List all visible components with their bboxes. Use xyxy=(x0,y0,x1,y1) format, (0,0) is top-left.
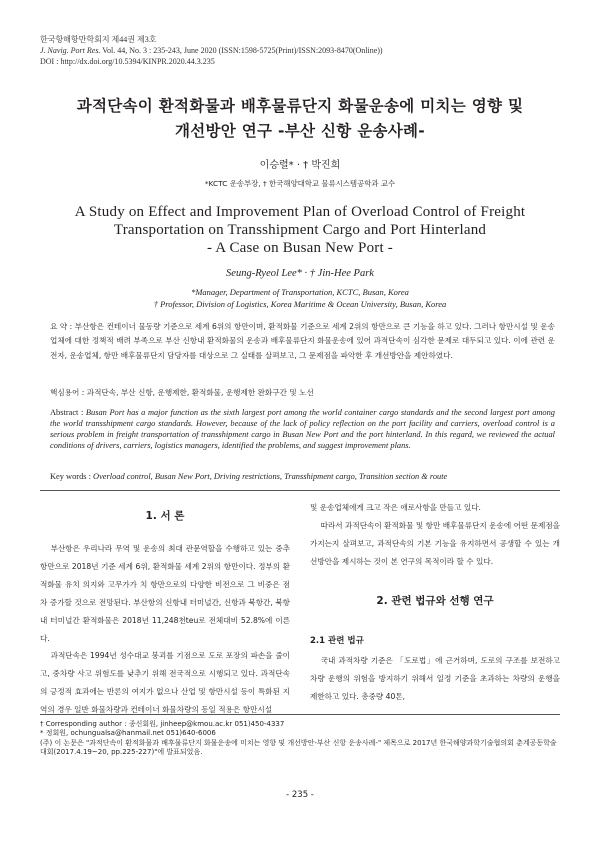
abstract-ko xyxy=(50,320,555,363)
abstract-en-label: Abstract : xyxy=(50,408,86,417)
footnotes xyxy=(40,720,560,758)
section2-heading: 2. 관련 법규와 선행 연구 xyxy=(376,595,494,607)
section1-heading: 1. 서 론 xyxy=(145,510,185,522)
keywords-ko xyxy=(50,386,555,400)
paragraph: 국내 과적차량 기준은 「도로법」에 근거하며, 도로의 구조를 보전하고 차량 운행의 위험을 방지하기 위해서 일정 기준을 초과하는 차량의 운행을 제한하고 있다. 총중량 40톤, xyxy=(310,656,560,701)
doi-link[interactable]: DOI : http://dx.doi.org/10.5394/KINPR.2020.44.3.235 xyxy=(40,57,215,66)
keywords-ko-text: 과적단속, 부산 신항, 운행제한, 환적화물, 운행제한 완화구간 및 노선 xyxy=(86,388,314,397)
citation-details: Vol. 44, No. 3 : 235-243, June 2020 (ISSN:1598-5725(Print)/ISSN:2093-8470(Online)) xyxy=(100,46,383,55)
title-ko-line2: 개선방안 연구 -부산 신항 운송사례- xyxy=(174,122,426,140)
citation xyxy=(40,45,383,56)
keywords-ko-label: 핵심용어 : xyxy=(50,388,87,397)
authors-ko: 이승렬* · † 박진희 xyxy=(259,160,341,171)
abstract-divider xyxy=(40,490,560,491)
affiliation-en-2: † Professor, Division of Logistics, Korea Maritime & Ocean University, Busan, Korea xyxy=(153,299,447,309)
abstract-ko-label: 요 약 : xyxy=(50,322,75,331)
paragraph: 및 운송업체에게 크고 작은 애로사항을 만들고 있다. xyxy=(310,503,481,512)
journal-abbrev: J. Navig. Port Res. xyxy=(40,46,101,55)
abstract-en-text: Busan Port has a major function as the sixth largest port among the world container cargo standards and the second largest port among the world transshipment cargo standards. However, because of the lack of policy reflection on the port facility and carriers, overload control is a serious problem in freight transportation of transshipment cargo in Busan New Port and the port hinterland. In this regard, we reviewed the actual conditions of drivers, carriers, logistics managers, identified the problems, and suggest improvement plans. xyxy=(50,408,555,450)
page-number: - 235 - xyxy=(286,790,314,800)
section21-heading: 2.1 관련 법규 xyxy=(310,636,364,646)
paragraph: 과적단속은 1994년 성수대교 붕괴를 기점으로 도로 포장의 파손을 줄이고, 중차량 사고 위험도를 낮추기 위해 전국적으로 시행되고 있다. 과적단속의 긍정적 효과에는 반론의 여지가 없으나 산업 및 항만시설 등이 특화된 지역의 경우 일반 화물차량과 컨테이너 화물차량의 동일 적용은 항만시설 xyxy=(40,651,290,715)
title-en-line3: - A Case on Busan New Port - xyxy=(206,240,393,256)
title-en-line1: A Study on Effect and Improvement Plan of Overload Control of Freight xyxy=(74,204,526,220)
section1-body xyxy=(40,540,290,719)
footnote-divider xyxy=(40,714,560,715)
paragraph: 따라서 과적단속이 환적화물 및 항만 배후물류단지 운송에 어떤 문제점을 가지는지 살펴보고, 과적단속의 기본 기능을 유지하면서 공생할 수 있는 개선방안을 제시하는 것이 본 연구의 목적이라 할 수 있다. xyxy=(310,520,560,566)
right-intro-body xyxy=(310,499,560,571)
abstract-en xyxy=(50,408,555,452)
keywords-en-label: Key words : xyxy=(50,472,94,481)
affiliation-en-1: *Manager, Department of Transportation, KCTC, Busan, Korea xyxy=(191,287,409,297)
abstract-ko-text: 부산항은 컨테이너 물동량 기준으로 세계 6위의 항만이며, 환적화물 기준으로 세계 2위의 항만으로 큰 기능을 하고 있다. 그러나 항만시설 및 운송업체에 대한 정책적 배려 부족으로 부산 신항내 환적화물의 운송과 배후물류단지 화물운송에 있어 과적단속이 심각한 문제로 대두되고 있다. 이에 관련 운전자, 운송업체, 항만 배후물류단지 담당자를 대상으로 그 실태를 살펴보고, 그 문제점을 파악한 후 개선방안을 제안하였다. xyxy=(50,322,555,360)
keywords-en xyxy=(50,472,555,483)
journal-name: 한국항해항만학회지 제44권 제3호 xyxy=(40,35,157,44)
authors-en: Seung-Ryeol Lee* · † Jin-Hee Park xyxy=(226,268,374,279)
paragraph: 부산항은 우리나라 무역 및 운송의 최대 관문역할을 수행하고 있는 중추 항만으로 2018년 기준 세계 6위, 환적화물 세계 2위의 항만이다. 정부의 환적화물 유치 의지와 고무가가 치 항만으로의 다양한 비전으로 그 비중은 점차 증가할 것으로 전망된다. 부산항의 신항내 터미널간, 신항과 북항간, 북항내 터미널간 환적화물은 2018년 11,248천teu로 전체대비 52.8%에 이른다. xyxy=(40,544,290,643)
presentation-note: (주) 이 논문은 "과적단속이 환적화물과 배후물류단지 화물운송에 미치는 영향 및 개선방안-부산 신항 운송사례-" 제목으로 2017년 한국해양과학기술협의회 춘계공동학술대회(2017.4.19~20, pp.225-227)"에 발표되었음. xyxy=(40,738,557,757)
corresponding-author: † Corresponding author : 종신회원, jinheep@kmou.ac.kr 051)450-4337 xyxy=(40,720,285,728)
affiliation-ko: *KCTC 운송부장, † 한국해양대학교 물류시스템공학과 교수 xyxy=(204,179,396,188)
keywords-en-text: Overload control, Busan New Port, Driving restrictions, Transshipment cargo, Transition section & route xyxy=(93,472,448,481)
title-ko-line1: 과적단속이 환적화물과 배후물류단지 화물운송에 미치는 영향 및 xyxy=(76,97,524,115)
section21-body xyxy=(310,652,560,706)
member-note: * 정회원, ochungualsa@hanmail.net 051)640-6006 xyxy=(40,729,216,738)
title-en-line2: Transportation on Transshipment Cargo and Port Hinterland xyxy=(113,222,487,238)
